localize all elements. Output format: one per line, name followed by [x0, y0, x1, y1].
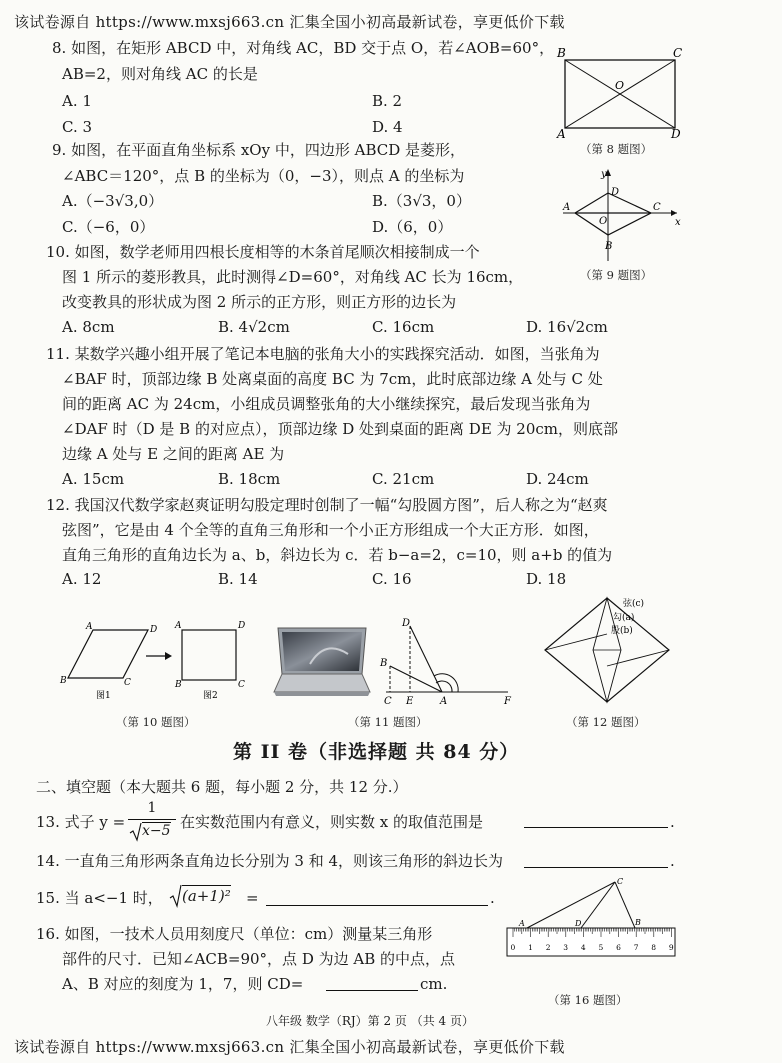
fig11-label-f: F	[504, 696, 511, 707]
question-8-line-2: AB=2，则对角线 AC 的长是	[62, 65, 258, 83]
question-13-prefix: 13. 式子 y =	[36, 813, 126, 831]
question-11-line-4: ∠DAF 时（D 是 B 的对应点），顶部边缘 D 处到桌面的距离 DE 为 20cm，则底部	[62, 420, 619, 438]
ruler-tick-label: 6	[616, 943, 621, 952]
figure-10-caption: （第 10 题图）	[116, 715, 196, 729]
fig10-label-a: A	[86, 622, 93, 632]
fig10-label-c: C	[124, 678, 131, 688]
q10-option-d: D. 16√2cm	[526, 318, 608, 336]
q8-option-a: A. 1	[62, 92, 92, 110]
fig12-label-long-leg: 股(b)	[611, 626, 633, 636]
question-15-suffix: =	[246, 889, 259, 907]
fig8-label-a: A	[557, 127, 566, 141]
q11-option-b: B. 18cm	[218, 470, 281, 488]
q8-option-b: B. 2	[372, 92, 403, 110]
q15-radicand: (a+1)²	[182, 887, 231, 905]
question-11-line-1: 11. 某数学兴趣小组开展了笔记本电脑的张角大小的实践探究活动．如图，当张角为	[46, 345, 600, 363]
fig10-label-fig2: 图2	[203, 691, 218, 701]
q12-option-c: C. 16	[372, 570, 412, 588]
question-14-text: 14. 一直角三角形两条直角边长分别为 3 和 4，则该三角形的斜边长为	[36, 852, 504, 870]
q13-end: .	[670, 813, 675, 831]
fig9-label-a: A	[563, 202, 571, 213]
question-11-line-2: ∠BAF 时，顶部边缘 B 处离桌面的高度 BC 为 7cm，此时底部边缘 A 处与 C 处	[62, 370, 603, 388]
q12-option-b: B. 14	[218, 570, 258, 588]
ruler-tick-label: 9	[668, 943, 674, 952]
q12-option-a: A. 12	[62, 570, 102, 588]
ruler-tick-label: 7	[633, 943, 639, 952]
figure-10-rhombus-to-square	[58, 620, 258, 705]
q12-option-d: D. 18	[526, 570, 567, 588]
q14-answer-blank[interactable]	[524, 867, 668, 868]
q11-option-d: D. 24cm	[526, 470, 589, 488]
q9-option-b: B.（3√3，0）	[372, 192, 471, 210]
fig10-label-d: D	[150, 625, 158, 635]
ruler-tick-label: 2	[545, 943, 551, 952]
question-12-line-3: 直角三角形的直角边长为 a、b，斜边长为 c．若 b−a=2，c=10，则 a+b 的值为	[62, 546, 613, 564]
question-16-line-3: A、B 对应的刻度为 1，7，则 CD=	[62, 975, 304, 993]
fig11-label-e: E	[406, 696, 414, 707]
figure-16-caption: （第 16 题图）	[548, 993, 628, 1007]
fig9-label-b: B	[605, 241, 613, 252]
figure-8-rectangle	[555, 46, 685, 141]
question-10-line-1: 10. 如图，数学老师用四根长度相等的木条首尾顺次相接制成一个	[46, 243, 480, 261]
figure-9-rhombus	[555, 165, 685, 265]
q9-option-d: D.（6，0）	[372, 218, 453, 236]
fig10-label-a2: A	[175, 621, 182, 631]
question-8-line-1: 8. 如图，在矩形 ABCD 中，对角线 AC，BD 交于点 O，若∠AOB=60°，	[52, 39, 555, 57]
figure-11-caption: （第 11 题图）	[348, 715, 428, 729]
question-10-line-2: 图 1 所示的菱形教具，此时测得∠D=60°，对角线 AC 长为 16cm，	[62, 268, 524, 286]
q16-unit: cm.	[420, 975, 448, 993]
question-9-line-2: ∠ABC＝120°，点 B 的坐标为（0，−3），则点 A 的坐标为	[62, 167, 465, 185]
q11-option-a: A. 15cm	[62, 470, 125, 488]
question-16-line-1: 16. 如图，一技术人员用刻度尺（单位：cm）测量某三角形	[36, 925, 433, 943]
q10-option-b: B. 4√2cm	[218, 318, 290, 336]
fig11-label-a: A	[440, 696, 448, 707]
figure-16-ruler-triangle	[505, 878, 677, 966]
fig9-label-o: O	[599, 216, 608, 227]
figure-12-zhao-shuang-diagram	[535, 594, 685, 706]
q8-option-c: C. 3	[62, 118, 93, 136]
fig16-label-d: D	[575, 919, 582, 928]
fig9-label-d: D	[611, 187, 620, 198]
laptop-image	[270, 624, 372, 704]
q13-fraction-bar	[128, 819, 176, 820]
fig11-label-b: B	[380, 658, 388, 669]
question-12-line-1: 12. 我国汉代数学家赵爽证明勾股定理时创制了一幅“勾股圆方图”，后人称之为“赵爽	[46, 496, 608, 514]
fig8-label-d: D	[671, 127, 681, 141]
figure-9-caption: （第 9 题图）	[580, 268, 653, 282]
fig8-label-b: B	[557, 46, 566, 60]
q13-radicand: x−5	[142, 823, 171, 839]
q13-fraction-numerator: 1	[147, 800, 157, 816]
fig11-label-c: C	[384, 696, 392, 707]
fig16-label-b: B	[635, 918, 641, 927]
q14-end: .	[670, 852, 675, 870]
fig12-label-short-leg: 勾(a)	[613, 613, 635, 623]
ruler-tick-label: 5	[598, 943, 604, 952]
fig10-label-b: B	[60, 676, 67, 686]
question-11-line-3: 间的距离 AC 为 24cm，小组成员调整张角的大小继续探究，最后发现当张角为	[62, 395, 591, 413]
fig10-label-c2: C	[238, 680, 245, 690]
question-12-line-2: 弦图”，它是由 4 个全等的直角三角形和一个小正方形组成一个大正方形．如图，	[62, 521, 599, 539]
section-title: 第 II 卷（非选择题 共 84 分）	[233, 741, 520, 763]
q13-answer-blank[interactable]	[524, 827, 668, 828]
q15-answer-blank[interactable]	[266, 905, 488, 906]
fig9-label-x: x	[675, 217, 681, 228]
figure-8-caption: （第 8 题图）	[580, 142, 653, 156]
q15-end: .	[490, 889, 495, 907]
figure-12-caption: （第 12 题图）	[566, 715, 646, 729]
q15-radical-sign	[170, 884, 182, 908]
question-11-line-5: 边缘 A 处与 E 之间的距离 AE 为	[62, 445, 285, 463]
fig8-label-c: C	[673, 46, 683, 60]
page-footer: 八年级 数学（RJ）第 2 页 （共 4 页）	[266, 1014, 475, 1028]
q13-radical-sign	[130, 822, 142, 842]
question-10-line-3: 改变教具的形状成为图 2 所示的正方形，则正方形的边长为	[62, 293, 457, 311]
ruler-tick-label: 0	[510, 943, 516, 952]
q11-option-c: C. 21cm	[372, 470, 435, 488]
fig10-label-d2: D	[238, 621, 246, 631]
fig16-label-a: A	[519, 919, 525, 928]
fig10-label-fig1: 图1	[96, 691, 111, 701]
q16-answer-blank[interactable]	[326, 990, 418, 991]
fig9-label-c: C	[653, 202, 661, 213]
part-heading-fill-in: 二、填空题（本大题共 6 题，每小题 2 分，共 12 分.）	[36, 778, 408, 796]
fig16-label-c: C	[617, 877, 624, 886]
ruler-tick-label: 4	[580, 943, 586, 952]
q9-option-a: A.（−3√3,0）	[62, 192, 164, 210]
q10-option-c: C. 16cm	[372, 318, 435, 336]
ruler-tick-label: 8	[651, 943, 657, 952]
question-9-line-1: 9. 如图，在平面直角坐标系 xOy 中，四边形 ABCD 是菱形，	[52, 141, 466, 159]
question-13-suffix: 在实数范围内有意义，则实数 x 的取值范围是	[180, 813, 483, 831]
fig12-label-hypotenuse: 弦(c)	[623, 599, 645, 609]
watermark-banner-top: 该试卷源自 https://www.mxsj663.cn 汇集全国小初高最新试卷，享更低价下载	[14, 13, 565, 31]
watermark-banner-bottom: 该试卷源自 https://www.mxsj663.cn 汇集全国小初高最新试卷，享更低价下载	[14, 1038, 565, 1056]
fig8-label-o: O	[615, 79, 625, 92]
question-16-line-2: 部件的尺寸．已知∠ACB=90°，点 D 为边 AB 的中点，点	[62, 950, 456, 968]
fig9-label-y: y	[601, 169, 607, 180]
ruler-tick-label: 3	[563, 943, 569, 952]
fig11-label-d: D	[402, 618, 411, 629]
fig10-label-b2: B	[175, 680, 182, 690]
figure-11-laptop-angle	[372, 616, 522, 708]
q8-option-d: D. 4	[372, 118, 403, 136]
question-15-prefix: 15. 当 a<−1 时，	[36, 889, 163, 907]
q9-option-c: C.（−6，0）	[62, 218, 155, 236]
q10-option-a: A. 8cm	[62, 318, 115, 336]
ruler-tick-label: 1	[528, 943, 533, 952]
